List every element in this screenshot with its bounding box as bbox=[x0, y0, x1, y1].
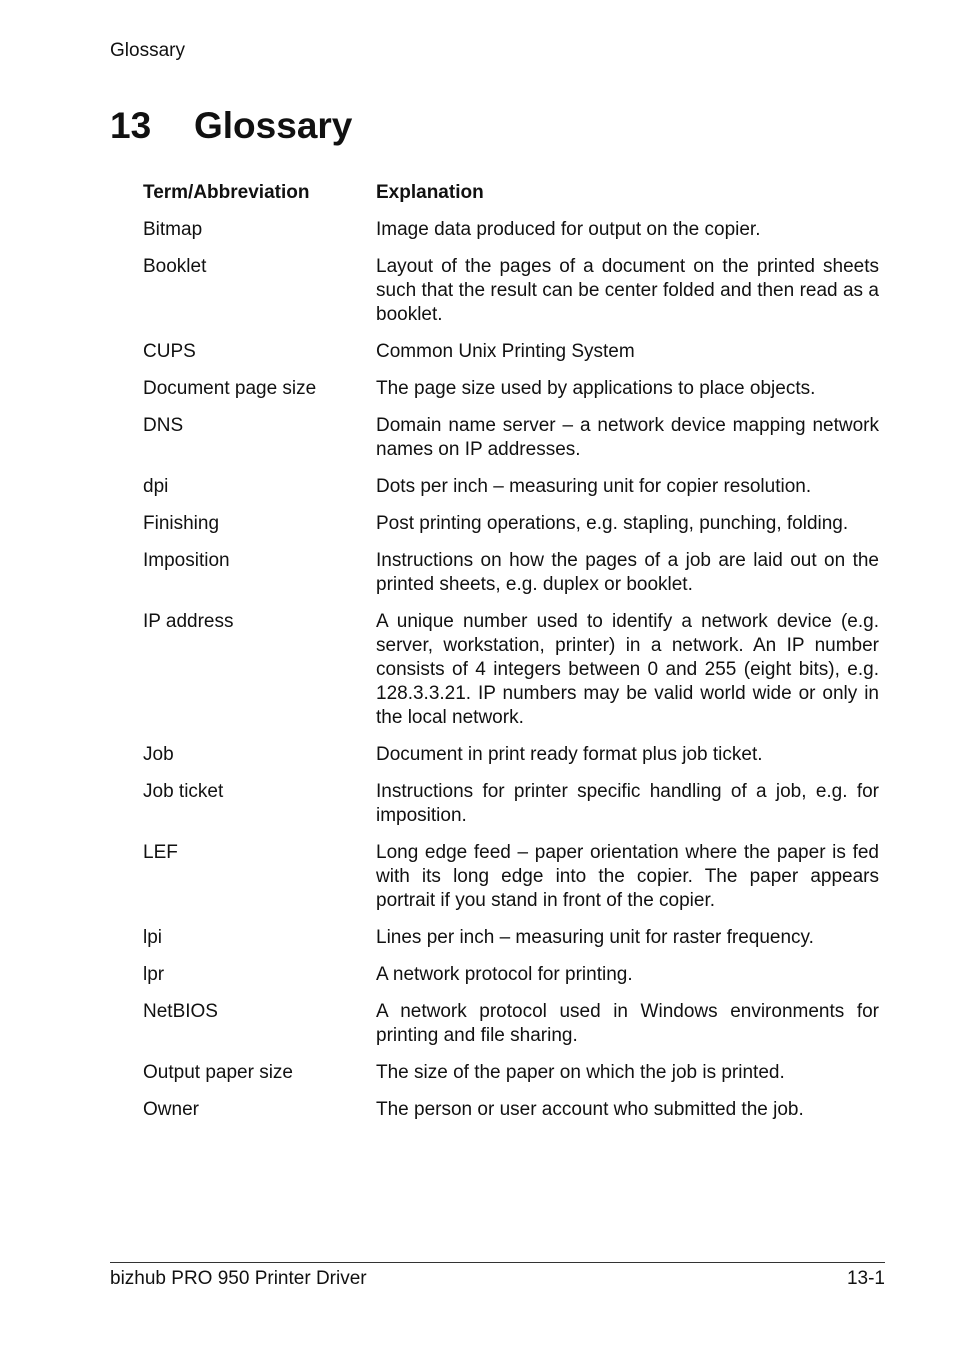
explanation-cell: The size of the paper on which the job is printed. bbox=[376, 1062, 785, 1083]
table-row bbox=[143, 512, 879, 549]
explanation-cell: Document in print ready format plus job ticket. bbox=[376, 744, 763, 765]
table-header-row bbox=[143, 181, 879, 218]
table-row bbox=[143, 377, 879, 414]
table-row bbox=[143, 1098, 879, 1135]
table-row bbox=[143, 1000, 879, 1061]
term-cell: Owner bbox=[143, 1099, 199, 1120]
term-cell: Booklet bbox=[143, 256, 207, 277]
term-cell: Imposition bbox=[143, 550, 230, 571]
explanation-cell: Dots per inch – measuring unit for copier resolution. bbox=[376, 476, 812, 497]
term-cell: LEF bbox=[143, 842, 178, 863]
explanation-cell: Lines per inch – measuring unit for raster frequency. bbox=[376, 927, 814, 948]
table-row bbox=[143, 414, 879, 475]
table-row bbox=[143, 743, 879, 780]
explanation-cell: Instructions on how the pages of a job are laid out on the printed sheets, e.g. duplex or booklet. bbox=[376, 550, 879, 595]
explanation-cell: The page size used by applications to place objects. bbox=[376, 378, 816, 399]
explanation-cell: Layout of the pages of a document on the printed sheets such that the result can be center folded and then read as a booklet. bbox=[376, 256, 879, 325]
chapter-number: 13 bbox=[110, 105, 152, 146]
term-cell: DNS bbox=[143, 415, 184, 436]
table-row bbox=[143, 610, 879, 743]
explanation-cell: Instructions for printer specific handling of a job, e.g. for imposition. bbox=[376, 781, 879, 826]
explanation-cell: A unique number used to identify a network device (e.g. server, workstation, printer) in a network. An IP number consists of 4 integers between 0 and 255 (eight bits), e.g. 128.3.3.21. IP numbers may be valid world wide or only in the local network. bbox=[376, 611, 879, 728]
explanation-cell: Common Unix Printing System bbox=[376, 341, 635, 362]
term-cell: Bitmap bbox=[143, 219, 203, 240]
table-row bbox=[143, 963, 879, 1000]
term-cell: Document page size bbox=[143, 378, 317, 399]
term-cell: IP address bbox=[143, 611, 234, 632]
table-row bbox=[143, 475, 879, 512]
term-cell: CUPS bbox=[143, 341, 196, 362]
table-row bbox=[143, 255, 879, 340]
chapter-title-text: Glossary bbox=[194, 105, 353, 146]
page-footer bbox=[110, 1262, 885, 1290]
term-cell: NetBIOS bbox=[143, 1001, 218, 1022]
explanation-cell: Domain name server – a network device mapping network names on IP addresses. bbox=[376, 415, 879, 460]
term-cell: lpr bbox=[143, 964, 165, 985]
term-cell: lpi bbox=[143, 927, 163, 948]
explanation-cell: A network protocol used in Windows environments for printing and file sharing. bbox=[376, 1001, 879, 1046]
table-row bbox=[143, 340, 879, 377]
explanation-cell: Long edge feed – paper orientation where the paper is fed with its long edge into the copier. The paper appears portrait if you stand in front of the copier. bbox=[376, 842, 879, 911]
explanation-cell: Post printing operations, e.g. stapling, punching, folding. bbox=[376, 513, 849, 534]
page-number: 13-1 bbox=[846, 1268, 885, 1289]
column-header-explanation: Explanation bbox=[376, 182, 484, 203]
term-cell: Job ticket bbox=[143, 781, 224, 802]
explanation-cell: A network protocol for printing. bbox=[376, 964, 633, 985]
table-row bbox=[143, 841, 879, 926]
footer-product-name: bizhub PRO 950 Printer Driver bbox=[110, 1268, 367, 1289]
table-row bbox=[143, 926, 879, 963]
chapter-title bbox=[110, 104, 352, 148]
table-row bbox=[143, 780, 879, 841]
explanation-cell: The person or user account who submitted the job. bbox=[376, 1099, 804, 1120]
running-head: Glossary bbox=[110, 40, 185, 61]
table-row bbox=[143, 1061, 879, 1098]
term-cell: Output paper size bbox=[143, 1062, 293, 1083]
term-cell: Job bbox=[143, 744, 174, 765]
table-row bbox=[143, 549, 879, 610]
explanation-cell: Image data produced for output on the copier. bbox=[376, 219, 761, 240]
table-row bbox=[143, 218, 879, 255]
column-header-term: Term/Abbreviation bbox=[143, 182, 310, 203]
term-cell: dpi bbox=[143, 476, 169, 497]
glossary-table bbox=[143, 181, 879, 1135]
term-cell: Finishing bbox=[143, 513, 220, 534]
